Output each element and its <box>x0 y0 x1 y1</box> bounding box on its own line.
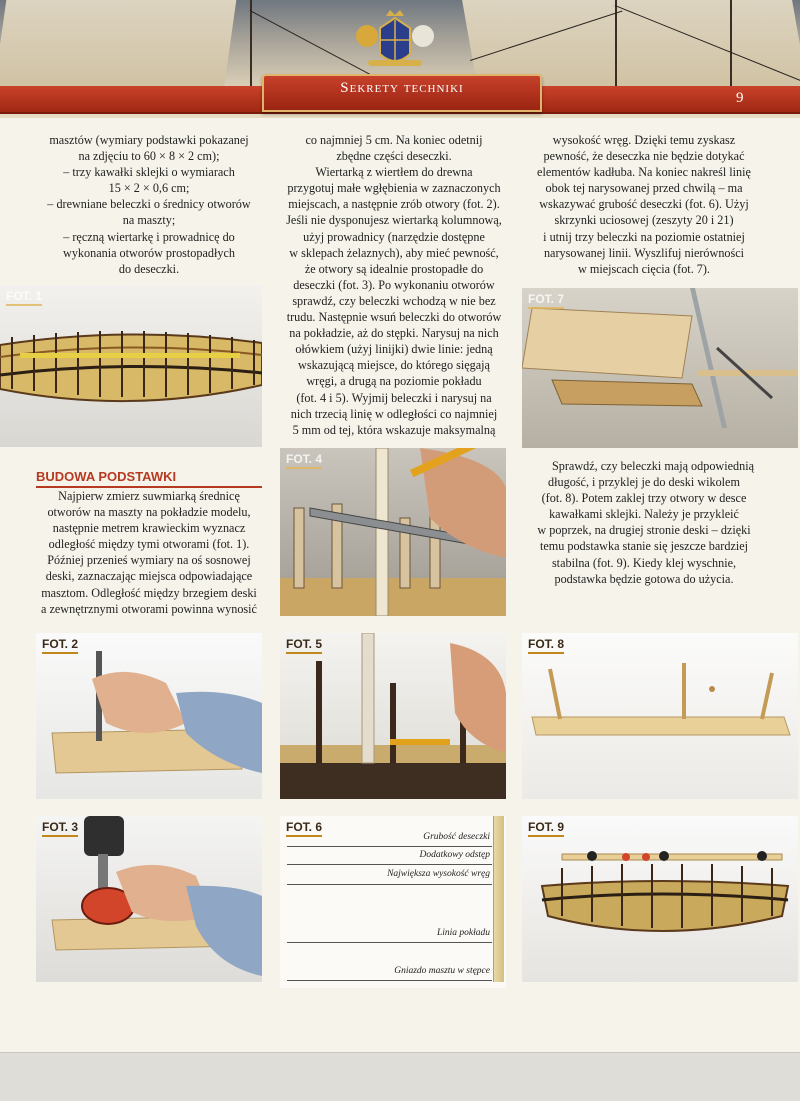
text-line: 15 × 2 × 0,6 cm; <box>108 181 190 196</box>
sail-left <box>0 0 236 90</box>
col3-text-2 <box>522 458 766 587</box>
section-heading: BUDOWA PODSTAWKI <box>36 469 262 488</box>
mast-left <box>250 0 252 90</box>
photo-fot9 <box>522 816 798 982</box>
photo-fot2 <box>36 633 262 799</box>
text-line: na maszty; <box>122 213 176 228</box>
text-line: Wiertarką z wiertłem do drewna <box>315 165 473 180</box>
text-line: w poprzek, na drugiej stronie deski – dzięki <box>537 523 751 538</box>
text-line: ołówkiem (użyj linijki) dwie linie: jedną <box>295 342 493 357</box>
text-line: (fot. 4 i 5). Wyjmij beleczki i narysuj na <box>296 390 492 405</box>
photo-fot7 <box>522 288 798 448</box>
marking-image <box>280 448 506 616</box>
text-line: Sprawdź, czy beleczki mają odpowiednią <box>551 459 755 473</box>
text-line: stabilna (fot. 9). Kiedy klej wyschnie, <box>551 555 737 570</box>
text-line: kawałkami sklejki. Należy je przykleić <box>549 507 739 522</box>
text-line: sprawdź, czy beleczki wchodzą w nie bez <box>292 293 496 308</box>
hull-image <box>0 285 262 447</box>
col2-text <box>276 132 512 438</box>
mast-right <box>730 0 732 90</box>
photo-fot4 <box>280 448 506 616</box>
text-line: następnie metrem krawieckim wyznacz <box>52 521 246 536</box>
text-line: na zdjęciu to 60 × 8 × 2 cm); <box>78 149 220 164</box>
text-line: trudu. Następnie wsuń beleczki do otworów <box>286 310 502 325</box>
text-line: obok tej narysowanej przed chwilą – ma <box>545 181 743 196</box>
fot6-label: Dodatkowy odstęp <box>419 850 490 860</box>
fot6-line <box>287 846 492 847</box>
text-line: wręgi, a drugą na poziomie pokładu <box>306 374 482 389</box>
col1-text <box>30 132 268 277</box>
photo-fot1 <box>0 285 262 447</box>
page-header <box>0 0 800 118</box>
photo-caption: FOT. 2 <box>42 637 78 654</box>
text-line: na pokładzie, aż do stępki. Narysuj na nich <box>289 326 499 341</box>
fot6-line <box>287 980 492 981</box>
photo-caption: FOT. 1 <box>6 289 42 306</box>
page-footer <box>0 1052 800 1101</box>
text-line: wskazywać grubość deseczki (fot. 6). Użyj <box>539 197 749 212</box>
drilling-image <box>36 633 262 799</box>
text-line: i utnij trzy beleczki na poziomie ostatniej <box>543 229 745 244</box>
text-line: – trzy kawałki sklejki o wymiarach <box>63 165 235 180</box>
text-line: (fot. 8). Potem zaklej trzy otwory w desce <box>541 491 747 506</box>
text-line: wskazującą miejsce, do którego sięgają <box>298 358 490 373</box>
photo-caption: FOT. 8 <box>528 637 564 654</box>
text-line: skrzynki uciosowej (zeszyty 20 i 21) <box>554 213 734 228</box>
text-line: odległość między tymi otworami (fot. 1). <box>48 537 250 552</box>
text-line: narysowanej linii. Wyszlifuj nierówności <box>543 245 745 260</box>
col3-text <box>522 132 766 277</box>
text-line: masztom. Odległość między brzegiem deski <box>41 585 257 600</box>
text-line: w sklepach żelaznych), aby mieć pewność, <box>289 245 499 260</box>
text-line: pewność, że deseczka nie będzie dotykać <box>543 149 745 164</box>
text-line: że otwory są idealnie prostopadłe do <box>304 261 484 276</box>
photo-fot5 <box>280 633 506 799</box>
text-line: Później przenieś wymiary na oś sosnowej <box>47 553 251 568</box>
text-line: długość, i przyklej je do deski wikolem <box>548 475 740 490</box>
photo-caption: FOT. 4 <box>286 452 322 469</box>
text-line: do deseczki. <box>118 261 180 276</box>
text-line: przygotuj małe wgłębienia w zaznaczonych <box>287 181 501 196</box>
miter-box-image <box>522 288 798 448</box>
page-number: 9 <box>736 90 744 106</box>
photo-caption: FOT. 3 <box>42 820 78 837</box>
text-line: co najmniej 5 cm. Na koniec odetnij <box>305 133 483 147</box>
text-line: nich trzecią linię w odległości co najmniej <box>290 406 498 421</box>
hull-on-stand-image <box>522 816 798 982</box>
fot6-label: Grubość deseczki <box>423 832 490 842</box>
royal-crest-icon <box>340 10 450 74</box>
fot6-label: Gniazdo masztu w stępce <box>394 966 490 976</box>
photo-caption: FOT. 5 <box>286 637 322 654</box>
text-line: otworów na maszty na pokładzie modelu, <box>47 505 251 520</box>
text-line: – drewniane beleczki o średnicy otworów <box>47 197 251 212</box>
fot6-line <box>287 942 492 943</box>
photo-fot8 <box>522 633 798 799</box>
text-line: użyj prowadnicy (narzędzie dostępne <box>303 229 485 244</box>
section-title: Sekrety techniki <box>340 80 464 96</box>
fot6-line <box>287 864 492 865</box>
text-line: Najpierw zmierz suwmiarką średnicę <box>58 489 240 503</box>
fot6-label: Linia pokładu <box>436 928 490 938</box>
drill-guide-image <box>36 816 262 982</box>
text-line: – ręczną wiertarkę i prowadnicę do <box>63 229 235 244</box>
text-line: masztów (wymiary podstawki pokazanej <box>49 133 249 147</box>
text-line: deski, zaznaczając miejsca odpowiadające <box>45 569 253 584</box>
text-line: w miejscach cięcia (fot. 7). <box>578 261 710 276</box>
photo-caption: FOT. 7 <box>528 292 564 309</box>
text-line: miejscach, a następnie zrób otwory (fot. 2). <box>288 197 500 212</box>
beam-profile <box>493 816 504 982</box>
photo-fot6 <box>280 816 506 988</box>
text-line: zbędne części deseczki. <box>336 149 452 164</box>
text-line: wysokość wręg. Dzięki temu zyskasz <box>552 133 736 147</box>
text-line: a zewnętrznymi otworami powinna wynosić <box>41 601 257 616</box>
photo-fot3 <box>36 816 262 982</box>
stand-image <box>522 633 798 799</box>
fot6-line <box>287 884 492 885</box>
text-line: deseczki (fot. 3). Po wykonaniu otworów <box>293 277 495 292</box>
beam-marking-image <box>280 633 506 799</box>
text-line: Jeśli nie dysponujesz wiertarką kolumnową, <box>286 213 502 228</box>
text-line: elementów kadłuba. Na koniec nakreśl linię <box>537 165 751 180</box>
text-line: temu podstawka stanie się jeszcze bardziej <box>539 539 749 554</box>
col1-text-2 <box>30 488 268 617</box>
text-line: 5 mm od tej, która wskazuje maksymalną <box>292 422 496 437</box>
text-line: podstawka będzie gotowa do użycia. <box>554 571 734 586</box>
photo-caption: FOT. 6 <box>286 820 322 837</box>
photo-caption: FOT. 9 <box>528 820 564 837</box>
text-line: wykonania otworów prostopadłych <box>63 245 235 260</box>
fot6-label: Największa wysokość wręg <box>387 869 490 879</box>
